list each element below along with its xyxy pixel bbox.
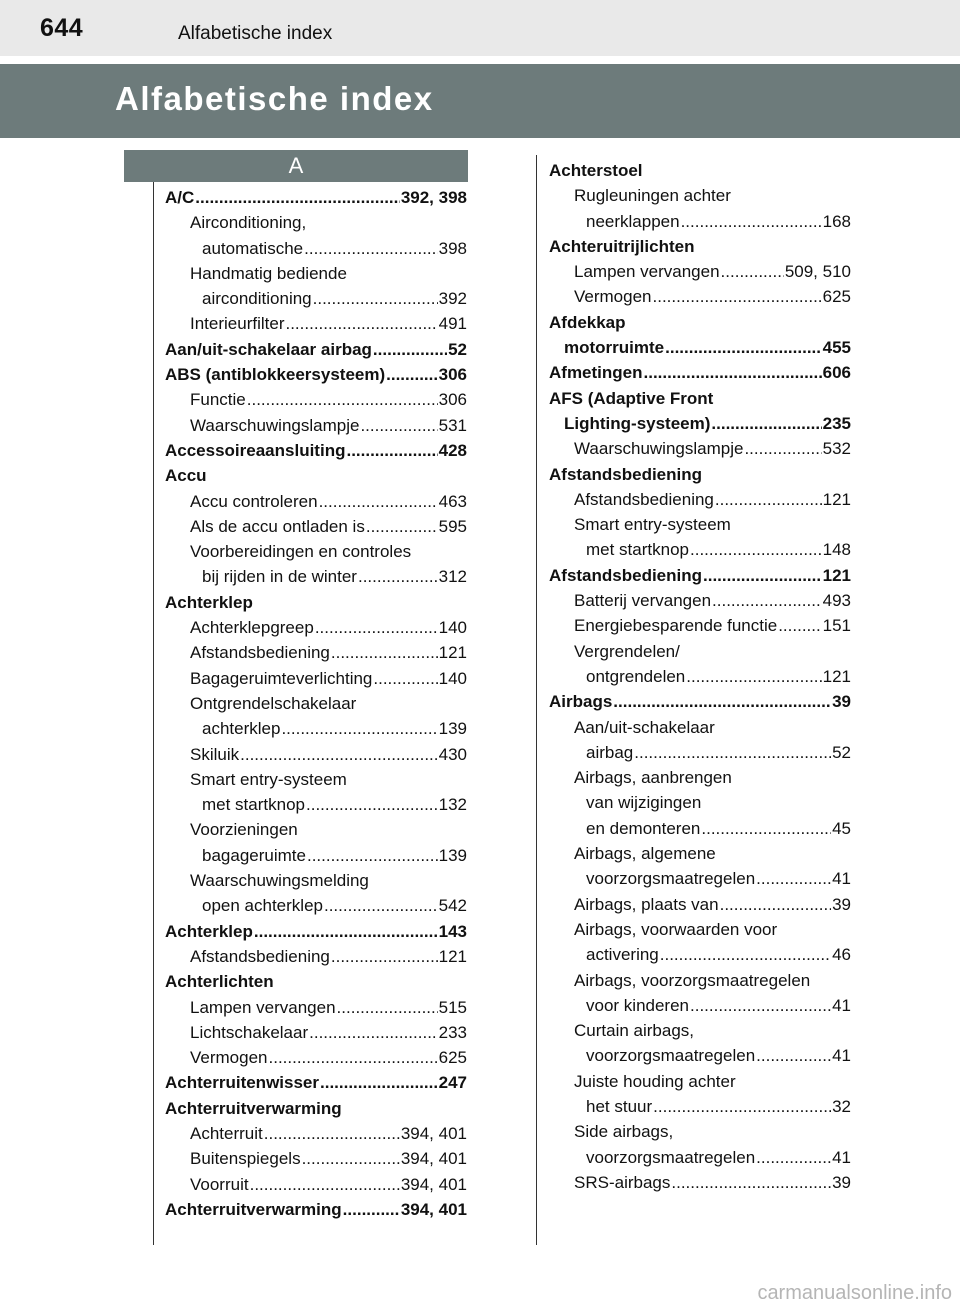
index-entry <box>165 767 467 792</box>
entry-page-ref[interactable]: 493 <box>822 591 851 611</box>
index-entry <box>165 387 467 412</box>
entry-term: Vermogen <box>574 287 652 307</box>
dot-leader <box>307 843 438 868</box>
dot-leader <box>686 664 821 689</box>
entry-term: Achterruitverwarming <box>165 1098 342 1118</box>
index-entry <box>549 892 851 917</box>
index-entry <box>549 993 851 1018</box>
entry-page-ref[interactable]: 509, 510 <box>784 262 851 282</box>
dot-leader <box>240 742 438 767</box>
entry-page-ref[interactable]: 121 <box>822 489 851 509</box>
entry-page-ref[interactable]: 394, 401 <box>400 1199 467 1219</box>
entry-term: Voorzieningen <box>190 820 298 840</box>
entry-term: Interieurfilter <box>190 314 285 334</box>
index-entry <box>165 691 467 716</box>
index-entry <box>549 487 851 512</box>
index-entry <box>165 716 467 741</box>
entry-page-ref[interactable]: 121 <box>822 565 851 585</box>
index-column-left <box>165 185 467 1222</box>
dot-leader <box>653 1094 831 1119</box>
index-entry <box>165 742 467 767</box>
entry-term: Ontgrendelschakelaar <box>190 693 357 713</box>
entry-page-ref[interactable]: 52 <box>832 742 851 762</box>
dot-leader <box>711 411 821 436</box>
entry-page-ref[interactable]: 542 <box>438 896 467 916</box>
watermark: carmanualsonline.info <box>757 1282 952 1304</box>
entry-term: Afstandsbediening <box>190 643 330 663</box>
index-entry <box>165 1045 467 1070</box>
entry-page-ref[interactable]: 41 <box>832 1046 851 1066</box>
dot-leader <box>373 666 437 691</box>
index-entry <box>549 715 851 740</box>
entry-term: airbag <box>586 742 634 762</box>
entry-page-ref[interactable]: 52 <box>448 339 467 359</box>
dot-leader <box>613 689 831 714</box>
dot-leader <box>720 892 831 917</box>
index-entry <box>549 866 851 891</box>
entry-page-ref[interactable]: 398 <box>438 238 467 258</box>
entry-term: Afdekkap <box>549 312 626 332</box>
index-entry <box>549 917 851 942</box>
dot-leader <box>343 1197 400 1222</box>
entry-page-ref[interactable]: 532 <box>822 439 851 459</box>
entry-page-ref[interactable]: 41 <box>832 869 851 889</box>
entry-term: Achterstoel <box>549 161 643 180</box>
entry-page-ref[interactable]: 32 <box>832 1096 851 1116</box>
index-entry <box>549 1145 851 1170</box>
banner-title: Alfabetische index <box>115 80 434 117</box>
entry-page-ref[interactable]: 132 <box>438 795 467 815</box>
dot-leader <box>744 436 821 461</box>
entry-page-ref[interactable]: 392, 398 <box>400 188 467 207</box>
entry-term: Lichtschakelaar <box>190 1022 309 1042</box>
dot-leader <box>304 236 438 261</box>
dot-leader <box>269 1045 438 1070</box>
entry-term: Skiluik <box>190 744 240 764</box>
index-entry <box>165 236 467 261</box>
entry-term: Accessoireaansluiting <box>165 440 346 460</box>
entry-term: automatische <box>202 238 304 258</box>
entry-term: activering <box>586 945 659 965</box>
index-entry <box>165 792 467 817</box>
dot-leader <box>681 209 822 234</box>
entry-term: en demonteren <box>586 818 701 838</box>
entry-page-ref[interactable]: 625 <box>822 287 851 307</box>
dot-leader <box>264 1121 400 1146</box>
dot-leader <box>320 1070 438 1095</box>
dot-leader <box>247 387 438 412</box>
entry-page-ref[interactable]: 394, 401 <box>400 1123 467 1143</box>
dot-leader <box>690 537 822 562</box>
dot-leader <box>653 284 822 309</box>
entry-term: bij rijden in de winter <box>202 567 357 587</box>
entry-term: Smart entry-systeem <box>190 769 347 789</box>
running-head: Alfabetische index <box>178 23 333 44</box>
entry-term: Airbags, voorwaarden voor <box>574 919 778 939</box>
index-entry <box>165 362 467 387</box>
index-entry <box>165 185 467 210</box>
dot-leader <box>195 185 400 210</box>
entry-term: Waarschuwingslampje <box>574 439 744 459</box>
entry-page-ref[interactable]: 41 <box>832 995 851 1015</box>
column-rule-left <box>153 182 154 1245</box>
entry-term: Airbags, algemene <box>574 844 716 864</box>
entry-term: Accu controleren <box>190 491 318 511</box>
index-entry <box>165 261 467 286</box>
entry-page-ref[interactable]: 140 <box>438 618 467 638</box>
entry-page-ref[interactable]: 247 <box>438 1073 467 1093</box>
index-entry <box>549 462 851 487</box>
entry-page-ref[interactable]: 625 <box>438 1048 467 1068</box>
entry-term: met startknop <box>586 540 689 560</box>
entry-term: Accu <box>165 466 207 486</box>
entry-term: Airbags, aanbrengen <box>574 768 732 788</box>
entry-page-ref[interactable]: 463 <box>438 491 467 511</box>
entry-page-ref[interactable]: 394, 401 <box>400 1174 467 1194</box>
index-entry <box>165 640 467 665</box>
entry-term: Achterruitverwarming <box>165 1199 342 1219</box>
dot-leader <box>309 1020 438 1045</box>
entry-page-ref[interactable]: 455 <box>822 338 851 358</box>
index-entry <box>549 790 851 815</box>
dot-leader <box>690 993 831 1018</box>
dot-leader <box>703 563 822 588</box>
entry-term: ABS (antiblokkeersysteem) <box>165 365 386 385</box>
entry-term: Afstandsbediening <box>549 464 703 484</box>
dot-leader <box>254 919 438 944</box>
index-entry <box>549 664 851 689</box>
entry-page-ref[interactable]: 45 <box>832 818 851 838</box>
dot-leader <box>281 716 437 741</box>
dot-leader <box>756 866 831 891</box>
dot-leader <box>671 1170 831 1195</box>
entry-page-ref[interactable]: 233 <box>438 1022 467 1042</box>
entry-term: Aan/uit-schakelaar <box>574 717 715 737</box>
index-entry <box>549 335 851 360</box>
dot-leader <box>250 1172 400 1197</box>
index-entry <box>549 1018 851 1043</box>
index-entry <box>165 413 467 438</box>
index-entry <box>165 1020 467 1045</box>
index-entry <box>165 1146 467 1171</box>
entry-page-ref[interactable]: 151 <box>822 616 851 636</box>
entry-term: Lighting-systeem) <box>564 413 711 433</box>
entry-page-ref[interactable]: 235 <box>822 413 851 433</box>
entry-term: met startknop <box>202 795 305 815</box>
entry-page-ref[interactable]: 139 <box>438 845 467 865</box>
entry-page-ref[interactable]: 392 <box>438 289 467 309</box>
index-entry <box>165 210 467 235</box>
entry-term: voorzorgsmaatregelen <box>586 1046 756 1066</box>
index-entry <box>549 588 851 613</box>
entry-term: Juiste houding achter <box>574 1071 736 1091</box>
entry-page-ref[interactable]: 306 <box>438 365 467 385</box>
dot-leader <box>373 337 447 362</box>
index-entry <box>549 740 851 765</box>
index-entry <box>549 284 851 309</box>
entry-term: voorzorgsmaatregelen <box>586 1147 756 1167</box>
entry-term: airconditioning <box>202 289 312 309</box>
entry-page-ref[interactable]: 121 <box>822 666 851 686</box>
index-entry <box>549 841 851 866</box>
entry-term: Waarschuwingslampje <box>190 415 360 435</box>
dot-leader <box>634 740 831 765</box>
index-entry <box>165 286 467 311</box>
index-entry <box>165 311 467 336</box>
index-entry <box>549 1170 851 1195</box>
index-entry <box>549 436 851 461</box>
index-entry <box>549 942 851 967</box>
entry-page-ref[interactable]: 491 <box>438 314 467 334</box>
entry-term: Achterklep <box>165 921 253 941</box>
entry-page-ref[interactable]: 41 <box>832 1147 851 1167</box>
index-entry <box>165 1096 467 1121</box>
dot-leader <box>778 613 821 638</box>
index-entry <box>549 158 851 183</box>
entry-term: neerklappen <box>586 211 680 231</box>
index-entry <box>549 183 851 208</box>
entry-term: AFS (Adaptive Front <box>549 388 714 408</box>
entry-page-ref[interactable]: 121 <box>438 643 467 663</box>
entry-term: Lampen vervangen <box>190 997 336 1017</box>
index-entry <box>549 411 851 436</box>
index-entry <box>549 1043 851 1068</box>
index-entry <box>165 919 467 944</box>
dot-leader <box>331 640 438 665</box>
entry-page-ref[interactable]: 39 <box>832 1172 851 1192</box>
entry-term: Achteruitrijlichten <box>549 236 695 256</box>
index-column-right <box>549 158 851 1195</box>
dot-leader <box>386 362 437 387</box>
dot-leader <box>306 792 438 817</box>
dot-leader <box>285 311 437 336</box>
entry-term: het stuur <box>586 1096 653 1116</box>
index-entry <box>549 816 851 841</box>
dot-leader <box>712 588 822 613</box>
entry-page-ref[interactable]: 606 <box>822 363 851 383</box>
entry-term: achterklep <box>202 719 281 739</box>
entry-term: bagageruimte <box>202 845 306 865</box>
index-entry <box>165 489 467 514</box>
entry-term: Achterruit <box>190 1123 263 1143</box>
entry-term: Buitenspiegels <box>190 1149 301 1169</box>
entry-page-ref[interactable]: 39 <box>832 894 851 914</box>
dot-leader <box>366 514 438 539</box>
entry-page-ref[interactable]: 143 <box>438 921 467 941</box>
index-entry <box>165 514 467 539</box>
entry-page-ref[interactable]: 394, 401 <box>400 1149 467 1169</box>
entry-term: Curtain airbags, <box>574 1021 695 1041</box>
page-number: 644 <box>40 14 84 42</box>
dot-leader <box>315 615 438 640</box>
entry-page-ref[interactable]: 168 <box>822 211 851 231</box>
index-entry <box>549 613 851 638</box>
index-entry <box>165 590 467 615</box>
entry-term: Side airbags, <box>574 1122 674 1142</box>
entry-page-ref[interactable]: 46 <box>832 945 851 965</box>
entry-term: Afstandsbediening <box>190 946 330 966</box>
entry-term: Aan/uit-schakelaar airbag <box>165 339 372 359</box>
entry-term: Voorbereidingen en controles <box>190 542 412 562</box>
index-entry <box>549 1119 851 1144</box>
index-entry <box>165 1172 467 1197</box>
dot-leader <box>319 489 438 514</box>
dot-leader <box>644 360 822 385</box>
index-entry <box>165 995 467 1020</box>
entry-page-ref[interactable]: 430 <box>438 744 467 764</box>
index-entry <box>165 868 467 893</box>
entry-term: Achterklepgreep <box>190 618 314 638</box>
column-rule-right <box>536 155 537 1245</box>
index-entry <box>549 1094 851 1119</box>
entry-term: Airbags, plaats van <box>574 894 719 914</box>
entry-term: voorzorgsmaatregelen <box>586 869 756 889</box>
index-entry <box>549 512 851 537</box>
entry-page-ref[interactable]: 306 <box>438 390 467 410</box>
index-entry <box>165 893 467 918</box>
dot-leader <box>302 1146 400 1171</box>
dot-leader <box>337 995 438 1020</box>
dot-leader <box>701 816 831 841</box>
entry-term: Achterklep <box>165 592 253 612</box>
dot-leader <box>721 259 784 284</box>
entry-term: van wijzigingen <box>586 793 702 813</box>
index-entry <box>549 234 851 259</box>
index-entry <box>165 564 467 589</box>
dot-leader <box>715 487 822 512</box>
index-entry <box>549 537 851 562</box>
entry-term: Handmatig bediende <box>190 263 347 283</box>
index-entry <box>549 259 851 284</box>
index-entry <box>549 209 851 234</box>
entry-page-ref[interactable]: 39 <box>832 692 851 712</box>
entry-term: Airbags, voorzorgsmaatregelen <box>574 970 811 990</box>
entry-page-ref[interactable]: 595 <box>438 516 467 536</box>
entry-page-ref[interactable]: 428 <box>438 440 467 460</box>
entry-term: Airbags <box>549 692 613 712</box>
index-entry <box>549 968 851 993</box>
dot-leader <box>756 1043 831 1068</box>
entry-page-ref[interactable]: 139 <box>438 719 467 739</box>
index-entry <box>549 386 851 411</box>
index-entry <box>549 689 851 714</box>
entry-page-ref[interactable]: 531 <box>438 415 467 435</box>
dot-leader <box>313 286 438 311</box>
entry-term: SRS-airbags <box>574 1172 671 1192</box>
index-entry <box>165 337 467 362</box>
index-entry <box>549 639 851 664</box>
entry-term: A/C <box>165 188 195 207</box>
entry-term: Energiebesparende functie <box>574 616 778 636</box>
index-entry <box>549 360 851 385</box>
index-entry <box>165 944 467 969</box>
entry-term: Als de accu ontladen is <box>190 516 365 536</box>
dot-leader <box>665 335 822 360</box>
entry-term: Rugleuningen achter <box>574 186 731 206</box>
dot-leader <box>331 944 438 969</box>
entry-term: Achterruitenwisser <box>165 1073 319 1093</box>
entry-term: Achterlichten <box>165 972 274 992</box>
index-entry <box>165 615 467 640</box>
entry-page-ref[interactable]: 140 <box>438 668 467 688</box>
entry-page-ref[interactable]: 148 <box>822 540 851 560</box>
index-entry <box>165 817 467 842</box>
index-entry <box>165 1121 467 1146</box>
index-entry <box>549 765 851 790</box>
entry-term: Functie <box>190 390 246 410</box>
entry-page-ref[interactable]: 312 <box>438 567 467 587</box>
entry-term: ontgrendelen <box>586 666 686 686</box>
entry-term: open achterklep <box>202 896 323 916</box>
entry-term: Afstandsbediening <box>574 489 714 509</box>
dot-leader <box>360 413 437 438</box>
section-letter-bar: A <box>124 150 468 182</box>
entry-page-ref[interactable]: 515 <box>438 997 467 1017</box>
entry-term: Lampen vervangen <box>574 262 720 282</box>
dot-leader <box>324 893 438 918</box>
dot-leader <box>346 438 437 463</box>
entry-term: motorruimte <box>564 338 665 358</box>
index-entry <box>165 1070 467 1095</box>
index-entry <box>165 438 467 463</box>
entry-term: Vergrendelen/ <box>574 641 680 661</box>
entry-term: Waarschuwingsmelding <box>190 871 369 891</box>
dot-leader <box>756 1145 831 1170</box>
chapter-banner <box>0 64 960 138</box>
dot-leader <box>660 942 831 967</box>
entry-term: Voorruit <box>190 1174 249 1194</box>
entry-term: Bagageruimteverlichting <box>190 668 373 688</box>
index-entry <box>549 563 851 588</box>
index-entry <box>165 1197 467 1222</box>
page-header <box>0 0 960 56</box>
index-entry <box>165 843 467 868</box>
entry-term: Afstandsbediening <box>549 565 703 585</box>
index-entry <box>165 969 467 994</box>
index-entry <box>165 666 467 691</box>
entry-term: Smart entry-systeem <box>574 515 731 535</box>
entry-page-ref[interactable]: 121 <box>438 946 467 966</box>
entry-term: Batterij vervangen <box>574 591 712 611</box>
entry-term: Afmetingen <box>549 363 643 383</box>
index-entry <box>165 539 467 564</box>
entry-term: Vermogen <box>190 1048 268 1068</box>
index-entry <box>165 463 467 488</box>
index-entry <box>549 310 851 335</box>
entry-term: Airconditioning, <box>190 213 307 233</box>
index-entry <box>549 1069 851 1094</box>
dot-leader <box>358 564 438 589</box>
entry-term: voor kinderen <box>586 995 690 1015</box>
